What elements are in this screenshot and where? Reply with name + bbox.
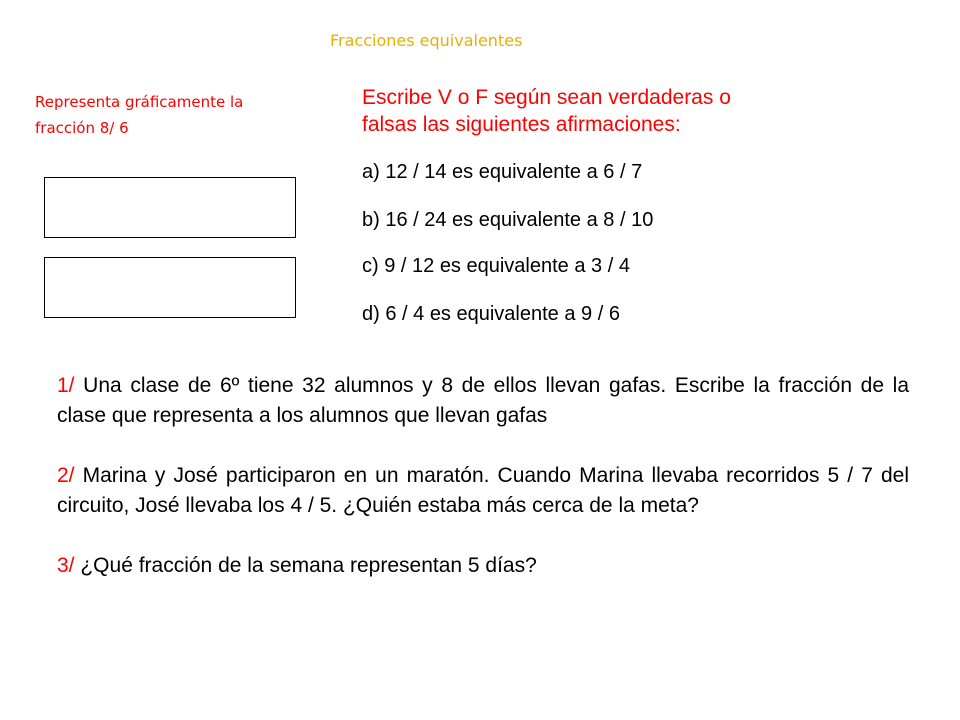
statement-c: c) 9 / 12 es equivalente a 3 / 4 xyxy=(362,255,630,277)
statement-a: a) 12 / 14 es equivalente a 6 / 7 xyxy=(362,161,643,183)
drawing-box-2[interactable] xyxy=(44,257,296,318)
drawing-box-1[interactable] xyxy=(44,177,296,238)
problem-2 xyxy=(57,461,909,521)
statement-b: b) 16 / 24 es equivalente a 8 / 10 xyxy=(362,209,654,231)
problem-1 xyxy=(57,371,909,431)
problem-2-text: Marina y José participaron en un maratón. Cuando Marina llevaba recorridos 5 / 7 del circuito, José llevaba los 4 / 5. ¿Quién estaba más cerca de la meta? xyxy=(57,464,909,517)
problem-2-number: 2/ xyxy=(57,464,75,487)
drawing-instruction-line-1: Representa gráficamente la xyxy=(35,93,244,111)
word-problems xyxy=(57,371,909,581)
problem-1-text: Una clase de 6º tiene 32 alumnos y 8 de ellos llevan gafas. Escribe la fracción de la clase que representa a los alumnos que llevan gafas xyxy=(57,374,909,427)
true-false-heading xyxy=(362,84,731,138)
drawing-instruction-line-2: fracción 8/ 6 xyxy=(35,119,129,137)
problem-3 xyxy=(57,551,909,581)
true-false-heading-line-2: falsas las siguientes afirmaciones: xyxy=(362,113,681,136)
statement-d: d) 6 / 4 es equivalente a 9 / 6 xyxy=(362,303,620,325)
drawing-instruction xyxy=(35,89,325,141)
problem-1-number: 1/ xyxy=(57,374,75,397)
problem-3-text: ¿Qué fracción de la semana representan 5 días? xyxy=(74,554,537,577)
true-false-heading-line-1: Escribe V o F según sean verdaderas o xyxy=(362,86,731,109)
page-title: Fracciones equivalentes xyxy=(330,31,523,50)
problem-3-number: 3/ xyxy=(57,554,75,577)
